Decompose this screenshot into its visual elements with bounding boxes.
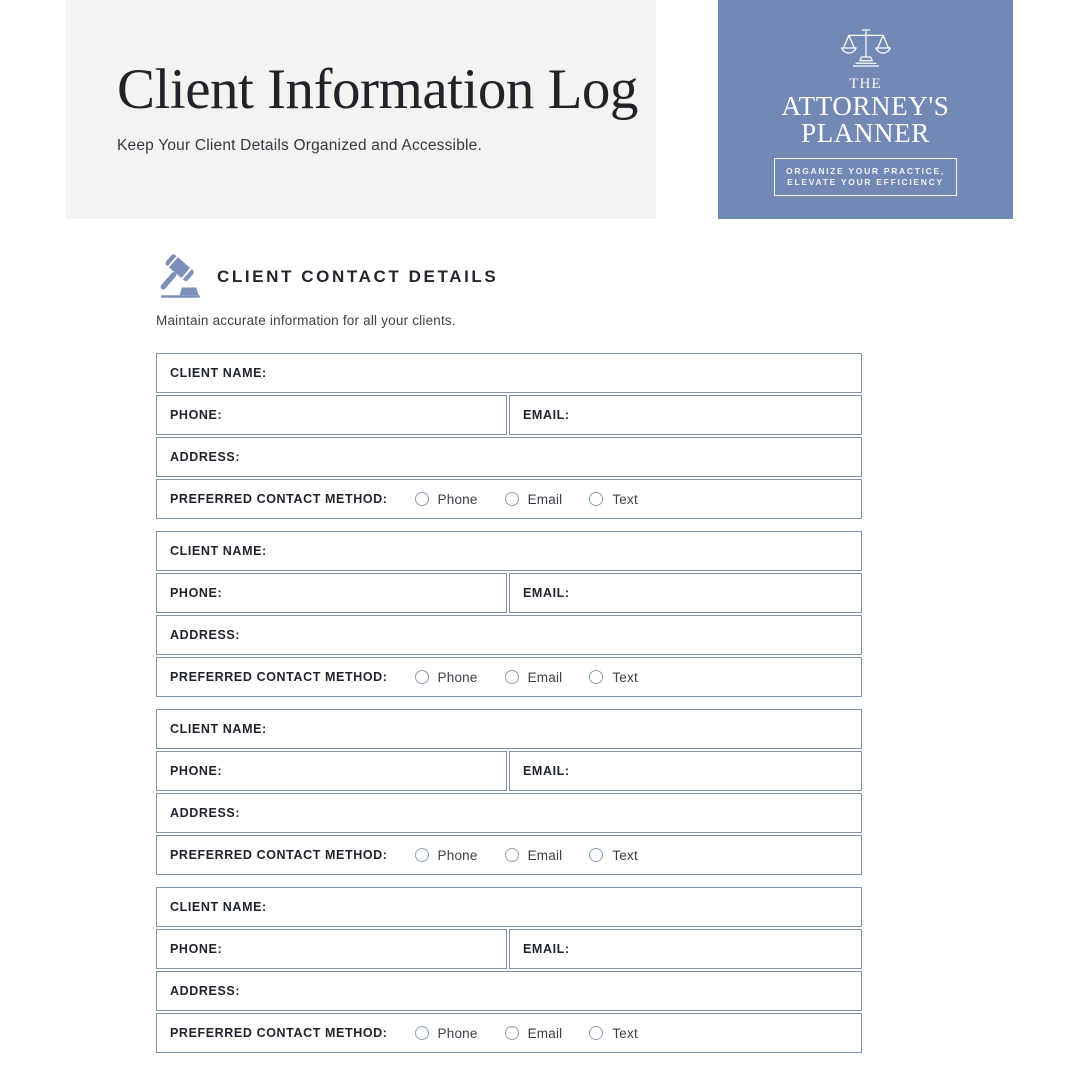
contact-method-options: [415, 848, 638, 863]
contact-method-options: [415, 1026, 638, 1041]
radio-text-icon[interactable]: [589, 1026, 603, 1040]
phone-email-row: [156, 573, 862, 613]
preferred-contact-row: [156, 479, 862, 519]
header-banner: [66, 0, 656, 219]
radio-text-icon[interactable]: [589, 492, 603, 506]
radio-option-phone[interactable]: [415, 670, 478, 685]
client-name-label: CLIENT NAME:: [170, 544, 267, 558]
radio-email-label: Email: [527, 847, 563, 863]
section-title: CLIENT CONTACT DETAILS: [217, 267, 499, 286]
radio-option-text[interactable]: [589, 1026, 638, 1041]
radio-text-label: Text: [612, 847, 638, 863]
preferred-contact-row: [156, 657, 862, 697]
tagline-line-2: ELEVATE YOUR EFFICIENCY: [787, 177, 944, 187]
radio-email-icon[interactable]: [505, 670, 519, 684]
address-label: ADDRESS:: [170, 806, 241, 820]
radio-phone-icon[interactable]: [415, 1026, 429, 1040]
radio-option-phone[interactable]: [415, 848, 478, 863]
email-label: EMAIL:: [523, 408, 570, 422]
client-blocks: [156, 353, 862, 1053]
gavel-icon: [156, 254, 202, 300]
phone-label: PHONE:: [170, 764, 223, 778]
phone-cell: [156, 395, 507, 435]
radio-option-text[interactable]: [589, 670, 638, 685]
preferred-contact-label: PREFERRED CONTACT METHOD:: [170, 492, 388, 506]
phone-cell: [156, 929, 507, 969]
preferred-contact-label: PREFERRED CONTACT METHOD:: [170, 1026, 388, 1040]
radio-text-label: Text: [612, 669, 638, 685]
radio-phone-icon[interactable]: [415, 848, 429, 862]
brand-name-line1: ATTORNEY'S: [781, 91, 950, 121]
client-block: [156, 531, 862, 697]
page-subtitle: Keep Your Client Details Organized and Accessible.: [117, 137, 482, 154]
section-header: [156, 254, 862, 300]
preferred-contact-label: PREFERRED CONTACT METHOD:: [170, 670, 388, 684]
brand-panel: [718, 0, 1013, 219]
address-row: [156, 793, 862, 833]
radio-option-email[interactable]: [505, 1026, 563, 1041]
email-cell: [509, 395, 862, 435]
client-block: [156, 353, 862, 519]
radio-phone-label: Phone: [437, 847, 478, 863]
radio-option-text[interactable]: [589, 492, 638, 507]
phone-label: PHONE:: [170, 942, 223, 956]
client-name-row: [156, 887, 862, 927]
brand-name-line2: PLANNER: [801, 118, 930, 148]
preferred-contact-row: [156, 1013, 862, 1053]
client-name-row: [156, 531, 862, 571]
radio-option-email[interactable]: [505, 492, 563, 507]
email-cell: [509, 573, 862, 613]
address-label: ADDRESS:: [170, 450, 241, 464]
email-label: EMAIL:: [523, 586, 570, 600]
radio-phone-icon[interactable]: [415, 492, 429, 506]
email-label: EMAIL:: [523, 764, 570, 778]
client-name-row: [156, 709, 862, 749]
brand-word-the: THE: [849, 76, 882, 92]
client-name-label: CLIENT NAME:: [170, 900, 267, 914]
client-block: [156, 887, 862, 1053]
phone-cell: [156, 751, 507, 791]
radio-text-label: Text: [612, 491, 638, 507]
email-cell: [509, 751, 862, 791]
address-row: [156, 437, 862, 477]
radio-email-label: Email: [527, 669, 563, 685]
address-label: ADDRESS:: [170, 628, 241, 642]
radio-option-phone[interactable]: [415, 1026, 478, 1041]
radio-option-text[interactable]: [589, 848, 638, 863]
client-name-label: CLIENT NAME:: [170, 722, 267, 736]
radio-text-icon[interactable]: [589, 670, 603, 684]
radio-phone-icon[interactable]: [415, 670, 429, 684]
radio-email-label: Email: [527, 491, 563, 507]
phone-label: PHONE:: [170, 586, 223, 600]
radio-email-icon[interactable]: [505, 1026, 519, 1040]
brand-tagline-badge: [774, 158, 957, 196]
preferred-contact-label: PREFERRED CONTACT METHOD:: [170, 848, 388, 862]
contact-method-options: [415, 670, 638, 685]
address-row: [156, 971, 862, 1011]
radio-email-label: Email: [527, 1025, 563, 1041]
client-name-row: [156, 353, 862, 393]
address-label: ADDRESS:: [170, 984, 241, 998]
radio-option-phone[interactable]: [415, 492, 478, 507]
radio-option-email[interactable]: [505, 670, 563, 685]
phone-cell: [156, 573, 507, 613]
radio-option-email[interactable]: [505, 848, 563, 863]
radio-text-label: Text: [612, 1025, 638, 1041]
radio-phone-label: Phone: [437, 491, 478, 507]
client-name-label: CLIENT NAME:: [170, 366, 267, 380]
preferred-contact-row: [156, 835, 862, 875]
section-subtitle: Maintain accurate information for all your clients.: [156, 313, 456, 328]
radio-email-icon[interactable]: [505, 848, 519, 862]
radio-email-icon[interactable]: [505, 492, 519, 506]
radio-phone-label: Phone: [437, 669, 478, 685]
content-column: [156, 254, 862, 1065]
contact-method-options: [415, 492, 638, 507]
radio-text-icon[interactable]: [589, 848, 603, 862]
address-row: [156, 615, 862, 655]
client-block: [156, 709, 862, 875]
email-label: EMAIL:: [523, 942, 570, 956]
scales-of-justice-icon: [839, 27, 893, 69]
phone-email-row: [156, 929, 862, 969]
radio-phone-label: Phone: [437, 1025, 478, 1041]
phone-email-row: [156, 751, 862, 791]
email-cell: [509, 929, 862, 969]
page-title: Client Information Log: [117, 58, 638, 121]
phone-email-row: [156, 395, 862, 435]
tagline-line-1: ORGANIZE YOUR PRACTICE,: [786, 166, 945, 176]
phone-label: PHONE:: [170, 408, 223, 422]
